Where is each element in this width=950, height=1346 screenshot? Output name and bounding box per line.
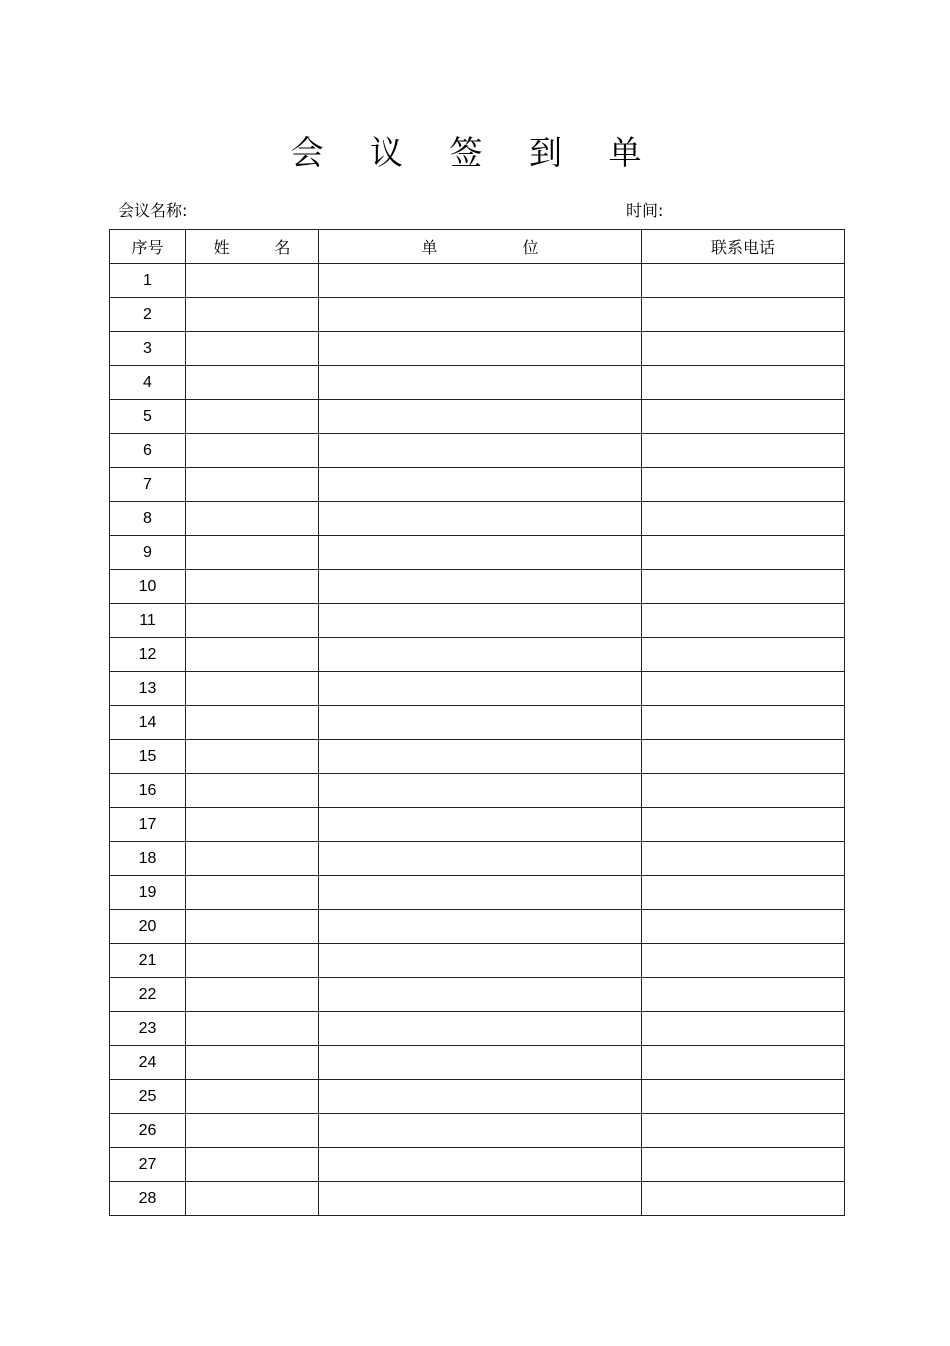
- row-number: 22: [110, 978, 186, 1012]
- row-number: 2: [110, 298, 186, 332]
- unit-cell[interactable]: [319, 808, 642, 842]
- unit-cell[interactable]: [319, 468, 642, 502]
- phone-cell[interactable]: [642, 468, 845, 502]
- unit-cell[interactable]: [319, 842, 642, 876]
- table-row: [110, 332, 845, 366]
- name-cell[interactable]: [186, 366, 319, 400]
- phone-cell[interactable]: [642, 264, 845, 298]
- row-number: 8: [110, 502, 186, 536]
- phone-cell[interactable]: [642, 672, 845, 706]
- name-cell[interactable]: [186, 740, 319, 774]
- unit-cell[interactable]: [319, 604, 642, 638]
- phone-cell[interactable]: [642, 502, 845, 536]
- name-cell[interactable]: [186, 842, 319, 876]
- phone-cell[interactable]: [642, 570, 845, 604]
- phone-cell[interactable]: [642, 842, 845, 876]
- unit-cell[interactable]: [319, 774, 642, 808]
- table-row: [110, 1080, 845, 1114]
- table-row: [110, 570, 845, 604]
- name-cell[interactable]: [186, 638, 319, 672]
- table-row: [110, 536, 845, 570]
- phone-cell[interactable]: [642, 1012, 845, 1046]
- unit-cell[interactable]: [319, 876, 642, 910]
- table-row: [110, 400, 845, 434]
- table-row: [110, 842, 845, 876]
- row-number: 7: [110, 468, 186, 502]
- table-row: [110, 876, 845, 910]
- table-row: [110, 672, 845, 706]
- row-number: 20: [110, 910, 186, 944]
- row-number: 24: [110, 1046, 186, 1080]
- unit-cell[interactable]: [319, 264, 642, 298]
- unit-cell[interactable]: [319, 536, 642, 570]
- phone-cell[interactable]: [642, 1080, 845, 1114]
- name-cell[interactable]: [186, 1182, 319, 1216]
- row-number: 21: [110, 944, 186, 978]
- unit-cell[interactable]: [319, 638, 642, 672]
- name-cell[interactable]: [186, 400, 319, 434]
- name-cell[interactable]: [186, 570, 319, 604]
- unit-cell[interactable]: [319, 1114, 642, 1148]
- phone-cell[interactable]: [642, 706, 845, 740]
- phone-cell[interactable]: [642, 536, 845, 570]
- name-cell[interactable]: [186, 604, 319, 638]
- row-number: 9: [110, 536, 186, 570]
- table-row: [110, 1046, 845, 1080]
- table-row: [110, 774, 845, 808]
- name-cell[interactable]: [186, 978, 319, 1012]
- name-cell[interactable]: [186, 502, 319, 536]
- table-row: [110, 1182, 845, 1216]
- unit-cell[interactable]: [319, 400, 642, 434]
- row-number: 14: [110, 706, 186, 740]
- name-cell[interactable]: [186, 1114, 319, 1148]
- phone-cell[interactable]: [642, 366, 845, 400]
- phone-cell[interactable]: [642, 1182, 845, 1216]
- row-number: 6: [110, 434, 186, 468]
- unit-cell[interactable]: [319, 366, 642, 400]
- unit-cell[interactable]: [319, 944, 642, 978]
- row-number: 11: [110, 604, 186, 638]
- table-row: [110, 978, 845, 1012]
- row-number: 19: [110, 876, 186, 910]
- table-row: [110, 706, 845, 740]
- name-cell[interactable]: [186, 1046, 319, 1080]
- phone-cell[interactable]: [642, 638, 845, 672]
- phone-cell[interactable]: [642, 1148, 845, 1182]
- table-row: [110, 366, 845, 400]
- phone-cell[interactable]: [642, 604, 845, 638]
- name-cell[interactable]: [186, 468, 319, 502]
- name-cell[interactable]: [186, 672, 319, 706]
- row-number: 15: [110, 740, 186, 774]
- table-row: [110, 1114, 845, 1148]
- unit-cell[interactable]: [319, 1182, 642, 1216]
- unit-cell[interactable]: [319, 1080, 642, 1114]
- row-number: 10: [110, 570, 186, 604]
- row-number: 12: [110, 638, 186, 672]
- unit-cell[interactable]: [319, 740, 642, 774]
- phone-cell[interactable]: [642, 944, 845, 978]
- header-number: 序号: [110, 230, 186, 264]
- unit-cell[interactable]: [319, 502, 642, 536]
- unit-cell[interactable]: [319, 1046, 642, 1080]
- phone-cell[interactable]: [642, 400, 845, 434]
- phone-cell[interactable]: [642, 1046, 845, 1080]
- phone-cell[interactable]: [642, 1114, 845, 1148]
- name-cell[interactable]: [186, 1148, 319, 1182]
- row-number: 27: [110, 1148, 186, 1182]
- phone-cell[interactable]: [642, 978, 845, 1012]
- header-name: 姓 名: [186, 230, 319, 264]
- phone-cell[interactable]: [642, 876, 845, 910]
- table-row: [110, 944, 845, 978]
- table-row: [110, 502, 845, 536]
- phone-cell[interactable]: [642, 298, 845, 332]
- name-cell[interactable]: [186, 1012, 319, 1046]
- name-cell[interactable]: [186, 536, 319, 570]
- phone-cell[interactable]: [642, 910, 845, 944]
- phone-cell[interactable]: [642, 740, 845, 774]
- row-number: 17: [110, 808, 186, 842]
- row-number: 1: [110, 264, 186, 298]
- name-cell[interactable]: [186, 264, 319, 298]
- unit-cell[interactable]: [319, 978, 642, 1012]
- name-cell[interactable]: [186, 876, 319, 910]
- phone-cell[interactable]: [642, 332, 845, 366]
- table-row: [110, 808, 845, 842]
- table-row: [110, 434, 845, 468]
- row-number: 28: [110, 1182, 186, 1216]
- name-cell[interactable]: [186, 910, 319, 944]
- table-row: [110, 1148, 845, 1182]
- page-title: 会 议 签 到 单: [290, 133, 660, 172]
- phone-cell[interactable]: [642, 774, 845, 808]
- header-phone: 联系电话: [642, 230, 845, 264]
- unit-cell[interactable]: [319, 910, 642, 944]
- header-unit: 单 位: [319, 230, 642, 264]
- name-cell[interactable]: [186, 706, 319, 740]
- name-cell[interactable]: [186, 808, 319, 842]
- row-number: 18: [110, 842, 186, 876]
- row-number: 5: [110, 400, 186, 434]
- name-cell[interactable]: [186, 1080, 319, 1114]
- table-row: [110, 1012, 845, 1046]
- row-number: 23: [110, 1012, 186, 1046]
- name-cell[interactable]: [186, 774, 319, 808]
- name-cell[interactable]: [186, 434, 319, 468]
- table-row: [110, 638, 845, 672]
- phone-cell[interactable]: [642, 808, 845, 842]
- row-number: 4: [110, 366, 186, 400]
- unit-cell[interactable]: [319, 1012, 642, 1046]
- row-number: 25: [110, 1080, 186, 1114]
- unit-cell[interactable]: [319, 570, 642, 604]
- table-row: [110, 298, 845, 332]
- name-cell[interactable]: [186, 332, 319, 366]
- phone-cell[interactable]: [642, 434, 845, 468]
- row-number: 13: [110, 672, 186, 706]
- unit-cell[interactable]: [319, 1148, 642, 1182]
- sign-in-table: [109, 229, 845, 1216]
- name-cell[interactable]: [186, 944, 319, 978]
- unit-cell[interactable]: [319, 298, 642, 332]
- table-row: [110, 740, 845, 774]
- unit-cell[interactable]: [319, 672, 642, 706]
- time-label: 时间:: [626, 201, 664, 220]
- table-header-row: [110, 230, 845, 264]
- unit-cell[interactable]: [319, 706, 642, 740]
- unit-cell[interactable]: [319, 434, 642, 468]
- table-row: [110, 604, 845, 638]
- row-number: 16: [110, 774, 186, 808]
- name-cell[interactable]: [186, 298, 319, 332]
- row-number: 3: [110, 332, 186, 366]
- table-row: [110, 264, 845, 298]
- unit-cell[interactable]: [319, 332, 642, 366]
- meeting-name-label: 会议名称:: [118, 201, 188, 220]
- row-number: 26: [110, 1114, 186, 1148]
- table-row: [110, 910, 845, 944]
- table-row: [110, 468, 845, 502]
